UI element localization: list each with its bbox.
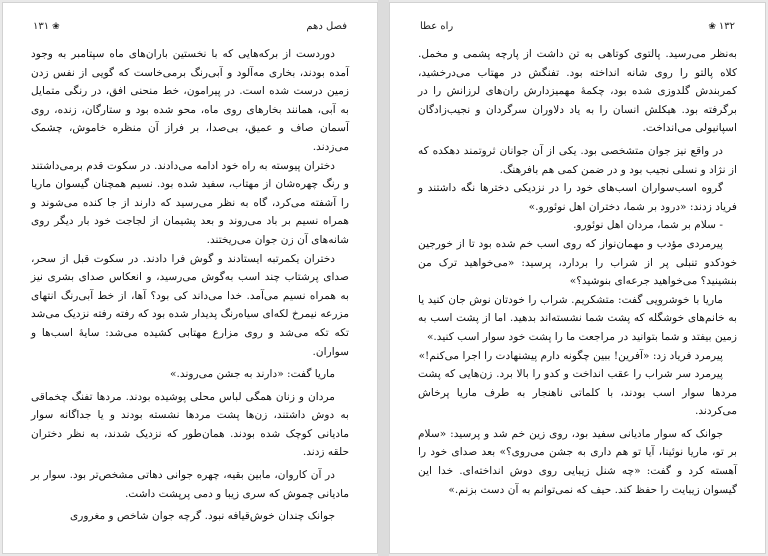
paragraph: پیرمرد سر شراب را عقب انداخت و کدو را بالا برد. زن‌هایی که پشت مردها سوار اسب بودند، با کلماتی ناهنجار به طرف ماریا پرخاش می‌کردند. [418,368,737,418]
paragraph: مردان و زنان همگی لباس محلی پوشیده بودند. مردها تفنگ چخماقی به دوش داشتند، زن‌ها پشت مردها نشسته بودند و یا جداگانه سوار مادیانی کوچک شده بودند. همان‌طور که نزدیک شدند، به نظر دختران حلقه زدند. [31,390,349,459]
ornament-icon: ❀ [52,22,60,32]
paragraph: جوانک که سوار مادیانی سفید بود، روی زین خم شد و پرسید: «سلام بر تو، ماریا نوئینا، آیا تو هم داری به جشن می‌روی؟» بعد صدای خود را آهسته کرد و گفت: «چه شنل زیبایی روی دوش انداخته‌ای. خدا این گیسوان زیبایت را حفظ کند. حیف که نمی‌توانم به آن دست بزنم.» [418,427,737,496]
right-page [389,2,766,554]
paragraph: دختران پیوسته به راه خود ادامه می‌دادند. در سکوت قدم برمی‌داشتند و رنگ چهره‌شان از مهتاب، سفید شده بود. نسیم همچنان گیسوان ماریا را آشفته می‌کرد، گاه به نظر می‌رسید که دارند از جا کنده می‌شوند و همراه نسیم بر باد می‌روند و بعد پشیمان از لجاجت خود بار دیگر روی شانه‌های آن زن جوان می‌ریختند. [31,159,349,246]
left-page-body [31,45,349,526]
left-running-title: فصل دهم [306,21,347,32]
right-page-number: ❀ ۱۳۲ [708,21,735,32]
paragraph: دختران یکمرتبه ایستادند و گوش فرا دادند. در سکوت قبل از سحر، صدای پرشتاب چند اسب به‌گوش می‌رسید، و انعکاس صدای بشری نیز به همراه نسیم می‌آمد. خدا می‌داند کی بود؟ آها، از خط آبی‌رنگ انتهای مزرعه نیمرخ لکه‌ای سیاه‌رنگ پدیدار شده بود که رفته رفته نزدیک می‌شد تکه تکه می‌شد و روی مزارع مهتابی کشیده می‌شد: سایهٔ اسب‌ها و سواران. [31,252,349,358]
paragraph: ماریا با خوشرویی گفت: متشکریم. شراب را خودتان نوش جان کنید یا به خانم‌های خوشگله که پشت شما نشسته‌اند بدهید. اما از پشت اسب به زمین بیفتد و شما بتوانید در مراجعت ما را پشت خود سوار اسب کنید.» [418,293,737,343]
paragraph: دوردست از برکه‌هایی که با نخستین باران‌های ماه سپتامبر به وجود آمده بودند، بخاری مه‌آلود و آبی‌رنگ برمی‌خاست که گویی از نفس زدن زمین درست شده است. در پیرامون، خط منحنی افق، در رنگی متمایل به آبی، همانند بخارهای روی ماه، محو شده بود و ستارگان، زنده، روی آسمان صاف و عمیق، بی‌صدا، بر فراز آن منظره خاموش، چشمک می‌زدند. [31,48,349,153]
left-page-number: ۱۳۱ ❀ [33,21,60,32]
right-page-body [418,45,737,499]
paragraph: جوانک چندان خوش‌قیافه نبود. گرچه جوان شاخص و مغروری [69,510,335,523]
paragraph: در واقع نیز جوان متشخصی بود. یکی از آن جوانان ثروتمند دهکده که از نژاد و نسلی نجیب بود و در ضمن کمی هم بافرهنگ. [418,144,737,176]
right-running-title: راه عطا [420,21,454,32]
paragraph: - سلام بر شما، مردان اهل نوئورو. [573,219,723,232]
ornament-icon: ❀ [708,22,716,32]
paragraph: پیرمرد فریاد زد: «آفرین! ببین چگونه دارم پیشنهادت را اجرا می‌کنم!» [418,349,723,362]
paragraph: در آن کاروان، مابین بقیه، چهره جوانی دهاتی مشخص‌تر بود. سوار بر مادیانی چموش که سری زیبا و دمی پرپشت داشت. [31,469,349,500]
paragraph: ماریا گفت: «دارند به جشن می‌روند.» [170,368,335,381]
left-page [2,2,378,554]
right-page-header [420,21,735,39]
paragraph: گروه اسب‌سواران اسب‌های خود را در نزدیکی دختر‌ها نگه داشتند و فریاد زدند: «درود بر شما، دختران اهل نوئورو.» [418,182,737,213]
left-page-header [33,21,347,39]
paragraph: پیرمردی مؤدب و مهمان‌نواز که روی اسب خم شده بود تا از خورجین خودکدو تنبلی پر از شراب را بردارد، پرسید: «می‌خواهید ترک من بنشینید؟ می‌خواهید جرعه‌ای بنوشید؟» [418,237,737,288]
book-gutter [378,0,389,556]
paragraph: به‌نظر می‌رسید. پالتوی کوتاهی به تن داشت از پارچه پشمی و مخمل. کلاه پالتو را روی شانه انداخته بود. تفنگش در مهتاب می‌درخشید، کمربندش گلدوزی شده بود، چکمهٔ مهمیزدارش ران‌های لرزانش را در برگرفته بود. هیکلش انسان را به یاد دلاوران سرگردان و نجیب‌زادگان اسپانیولی می‌انداخت. [418,48,737,135]
